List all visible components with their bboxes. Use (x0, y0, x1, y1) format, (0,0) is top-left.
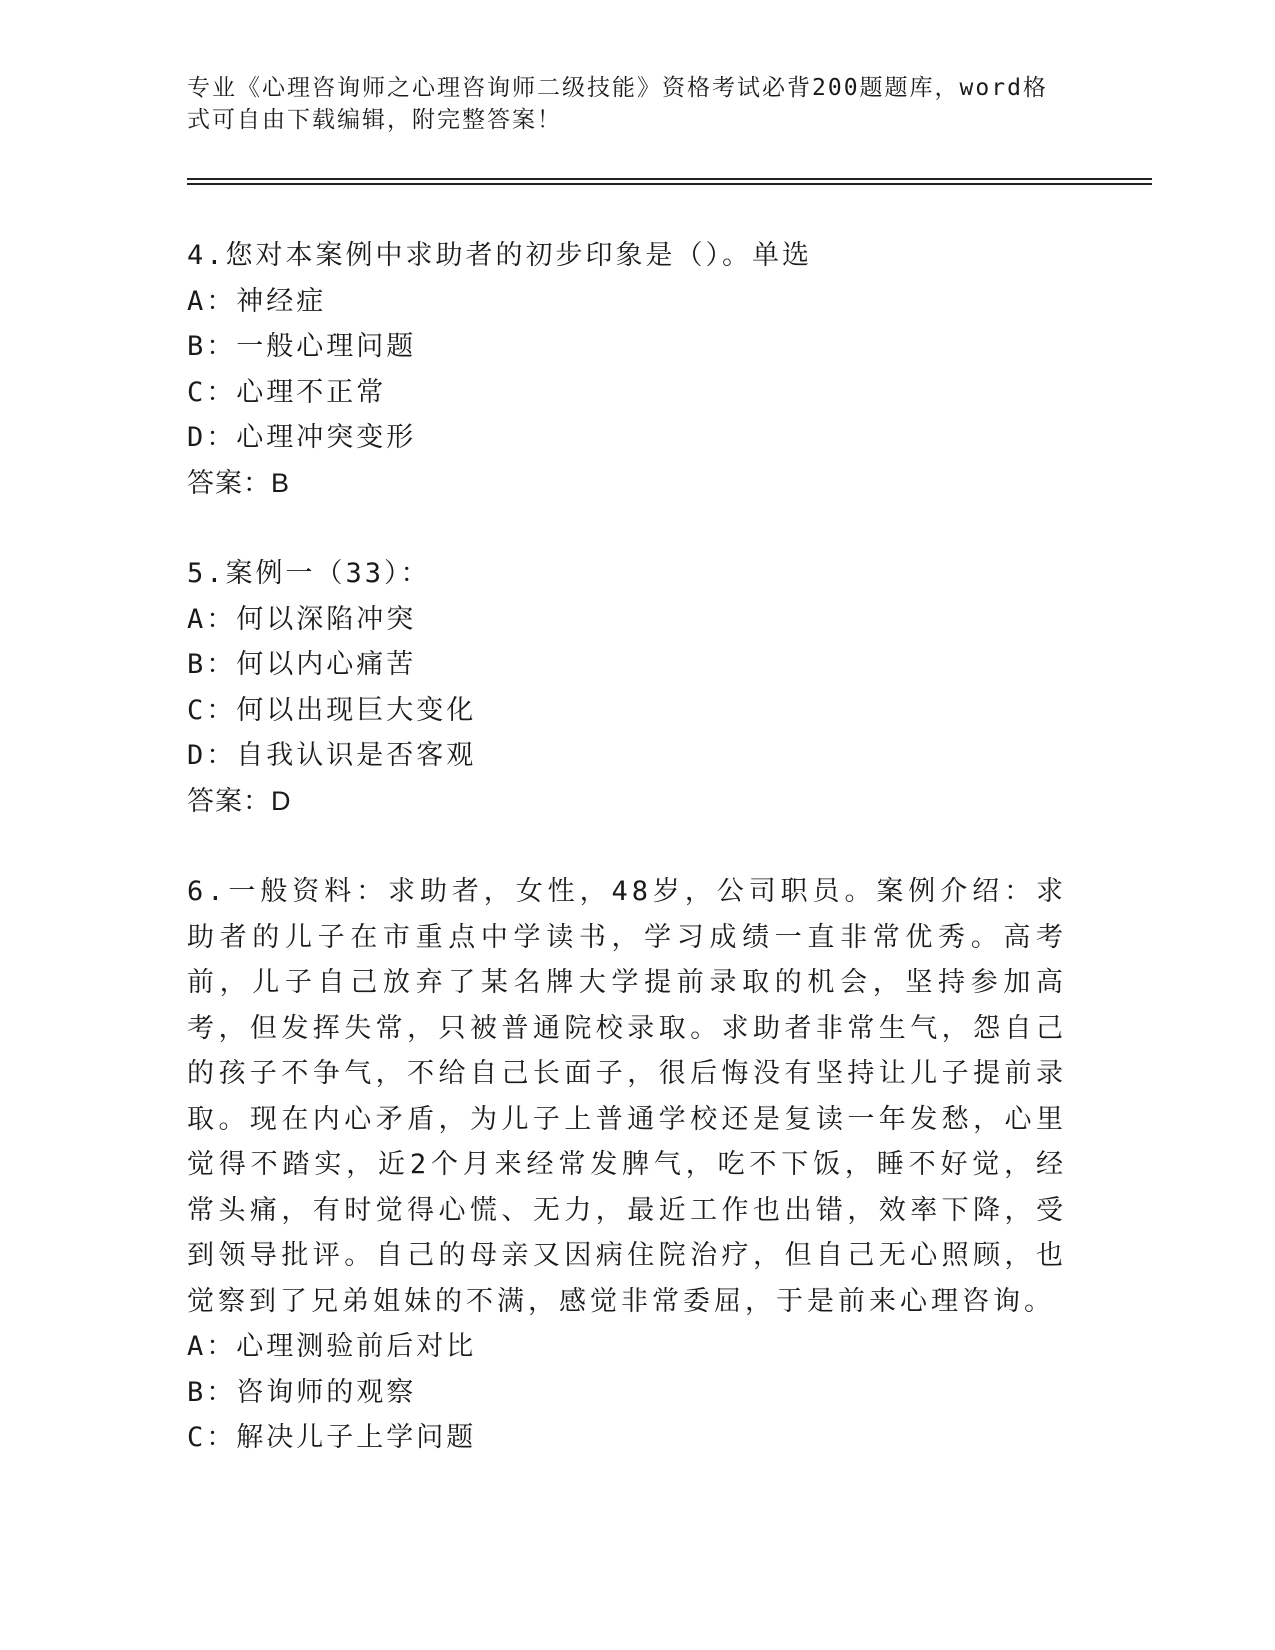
option-b: B：咨询师的观察 (187, 1376, 417, 1408)
question-stem: 4.您对本案例中求助者的初步印象是（）。单选 (187, 240, 813, 271)
option-b: B：何以内心痛苦 (187, 649, 417, 680)
document-header: 专业《心理咨询师之心理咨询师二级技能》资格考试必背200题题库，word格式可自由下载编辑，附完整答案！ (187, 75, 1048, 133)
option-a: A：心理测验前后对比 (187, 1331, 477, 1362)
header-divider-top (187, 178, 1152, 180)
question-6 (187, 869, 1067, 1461)
header-divider-bottom (187, 183, 1152, 185)
question-stem: 6.一般资料：求助者，女性，48岁，公司职员。案例介绍：求助者的儿子在市重点中学读书，学习成绩一直非常优秀。高考前，儿子自己放弃了某名牌大学提前录取的机会，坚持参加高考，但发挥失常，只被普通院校录取。求助者非常生气，怨自己的孩子不争气，不给自己长面子，很后悔没有坚持让儿子提前录取。现在内心矛盾，为儿子上普通学校还是复读一年发愁，心里觉得不踏实，近2个月来经常发脾气，吃不下饭，睡不好觉，经常头痛，有时觉得心慌、无力，最近工作也出错，效率下降，受到领导批评。自己的母亲又因病住院治疗，但自己无心照顾，也觉察到了兄弟姐妹的不满，感觉非常委屈，于是前来心理咨询。 (187, 876, 1067, 1317)
answer-label: 答案：B (187, 467, 291, 498)
option-a: A：何以深陷冲突 (187, 603, 417, 635)
option-d: D：心理冲突变形 (187, 422, 417, 453)
question-5 (187, 551, 1067, 824)
option-a: A：神经症 (187, 285, 327, 317)
question-stem: 5.案例一（33）： (187, 558, 431, 589)
option-d: D：自我认识是否客观 (187, 740, 477, 771)
option-c: C：何以出现巨大变化 (187, 694, 477, 726)
option-c: C：解决儿子上学问题 (187, 1422, 477, 1453)
question-4 (187, 233, 1067, 506)
option-b: B：一般心理问题 (187, 331, 417, 362)
option-c: C：心理不正常 (187, 376, 387, 408)
answer-label: 答案：D (187, 785, 292, 816)
